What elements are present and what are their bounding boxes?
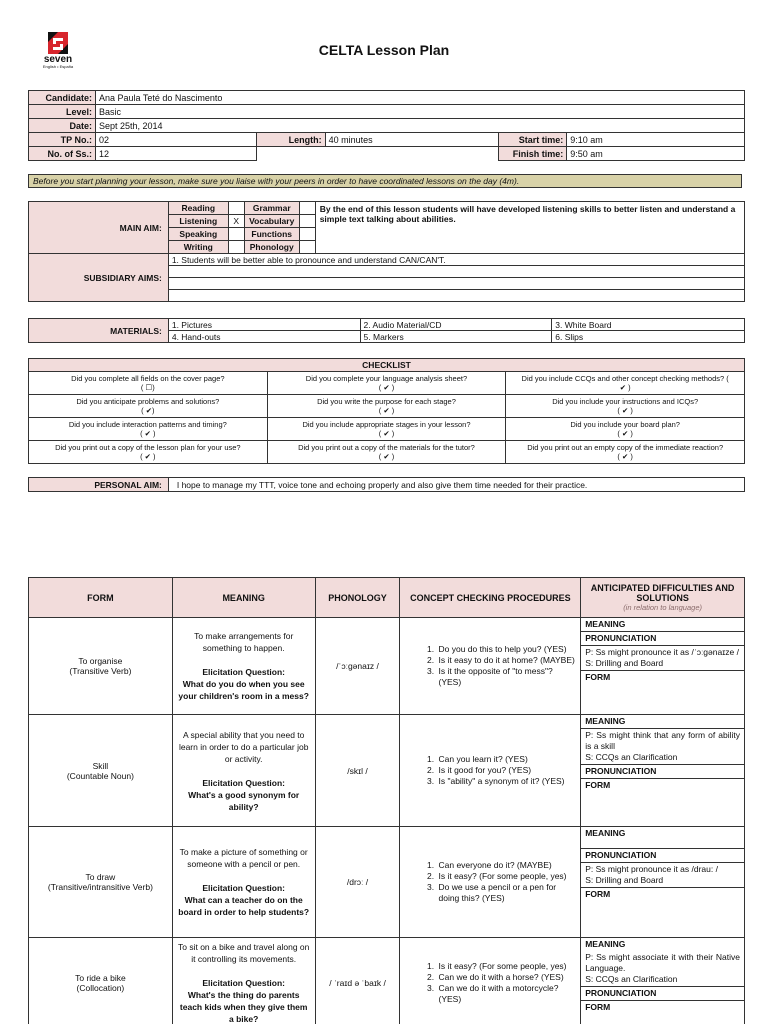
ad-text-block [581, 951, 744, 986]
checklist-question: Did you print out a copy of the lesson plan for your use? [55, 443, 241, 452]
candidate-label: Candidate: [29, 91, 96, 105]
form-header: FORM [29, 578, 173, 618]
checklist-question: Did you complete all fields on the cover page? [71, 374, 225, 383]
ad-heading: FORM [585, 780, 611, 790]
checklist-item [29, 418, 268, 441]
date-label: Date: [29, 119, 96, 133]
checklist-mark: ( ✔ ) [378, 406, 395, 415]
ad-problem: P: Ss might associate it with their Native Language. [585, 952, 740, 973]
main-aim-label: MAIN AIM: [29, 202, 169, 254]
ad-heading: FORM [581, 887, 744, 901]
checklist-question: Did you include interaction patterns and timing? [68, 420, 227, 429]
tp-label: TP No.: [29, 133, 96, 147]
skill-mark: X [228, 215, 244, 228]
form-type: (Transitive/intransitive Verb) [47, 882, 153, 892]
skill-grammar: Grammar [244, 202, 299, 215]
ad-heading: PRONUNCIATION [581, 849, 744, 863]
main-aim-text: By the end of this lesson students will have developed listening skills to better listen and understand a simple text talking about abilities. [315, 202, 744, 254]
skill-mark [299, 241, 315, 254]
meaning-cell [172, 715, 315, 827]
eq-label: Elicitation Question: [202, 883, 286, 893]
subsidiary-aim-line: 1. Students will be better able to pronounce and understand CAN/CAN'T. [168, 254, 744, 266]
checklist-mark: ( ✔ ) [378, 383, 395, 392]
checklist-question: Did you include appropriate stages in your lesson? [302, 420, 471, 429]
ad-problem: P: Ss might pronounce it as /ˈɔːgənaɪze / [585, 647, 739, 657]
ad-heading: PRONUNCIATION [581, 764, 744, 779]
checklist-question: Did you complete your language analysis sheet? [305, 374, 468, 383]
meaning-text: A special ability that you need to learn in order to do a particular job or activity. [178, 729, 309, 764]
checklist-item [506, 418, 745, 441]
checklist-mark: ( ✔ ) [140, 429, 156, 438]
length-value: 40 minutes [325, 133, 499, 147]
liaise-note: Before you start planning your lesson, make sure you liaise with your peers in order to have coordinated lessons on the day (4m). [28, 174, 742, 188]
ad-heading: MEANING [581, 715, 744, 729]
skill-mark [299, 202, 315, 215]
difficulties-header-subtitle: (in relation to language) [623, 603, 702, 612]
date-value: Sept 25th, 2014 [95, 119, 744, 133]
checklist-question: Did you print out a copy of the materials for the tutor? [298, 443, 475, 452]
eq-label: Elicitation Question: [202, 667, 286, 677]
skill-mark [299, 228, 315, 241]
checklist-mark: ( ✔ ) [617, 429, 633, 438]
ad-problem: P: Ss might think that any form of ability is a skill [585, 730, 740, 751]
form-cell [29, 827, 173, 938]
difficulties-header-title: ANTICIPATED DIFFICULTIES AND SOLUTIONS [590, 583, 735, 603]
eq-label: Elicitation Question: [202, 777, 286, 788]
ccq-item: 1. Can everyone do it? (MAYBE) [436, 860, 576, 871]
ad-heading: MEANING [581, 618, 744, 632]
checklist-item [267, 372, 506, 395]
candidate-table [28, 90, 745, 161]
form-cell [29, 618, 173, 715]
ad-heading: FORM [585, 1002, 611, 1012]
meaning-cell [172, 827, 315, 938]
checklist-item [267, 395, 506, 418]
logo-text: seven [43, 54, 73, 65]
material-item: 5. Markers [360, 331, 552, 343]
ad-solution: S: Drilling and Board [585, 658, 664, 668]
table-row [29, 938, 745, 1024]
skill-mark [228, 228, 244, 241]
meaning-text: To make a picture of something or someone with a pencil or pen. [179, 847, 308, 869]
ad-heading: FORM [581, 670, 744, 684]
skill-listening: Listening [168, 215, 228, 228]
skill-mark [228, 241, 244, 254]
ccq-item: 2. Is it easy to do it at home? (MAYBE) [436, 655, 576, 666]
meaning-cell [172, 938, 315, 1024]
skill-phonology: Phonology [244, 241, 299, 254]
aims-table [28, 201, 745, 302]
skill-mark [299, 215, 315, 228]
checklist-mark: ✔ ) [619, 383, 631, 392]
ccp-cell [400, 938, 581, 1024]
ad-heading: PRONUNCIATION [581, 986, 744, 1001]
material-item: 4. Hand-outs [168, 331, 360, 343]
ccq-item: 3. Do we use a pencil or a pen for doing this? (YES) [436, 882, 576, 904]
ccq-item: 2. Can we do it with a horse? (YES) [436, 972, 576, 983]
ad-heading: PRONUNCIATION [581, 632, 744, 646]
finish-time-value: 9:50 am [567, 147, 745, 161]
checklist-question: Did you include your instructions and ICQs? [552, 397, 699, 406]
checklist-question: Did you include your board plan? [570, 420, 680, 429]
checklist-item [29, 372, 268, 395]
personal-aim-label: PERSONAL AIM: [29, 478, 169, 492]
checklist-item [29, 441, 268, 464]
tp-value: 02 [95, 133, 256, 147]
page-title: CELTA Lesson Plan [318, 42, 450, 58]
phonology-cell: /skɪl / [315, 715, 400, 827]
checklist-item [267, 441, 506, 464]
phonology-cell: / ˈraɪd ə ˈbaɪk / [315, 938, 400, 1024]
table-row [29, 715, 745, 827]
materials-table [28, 318, 745, 343]
phonology-cell: /ˈɔːgənaɪz / [315, 618, 400, 715]
subsidiary-aim-line [168, 290, 744, 302]
ad-problem: P: Ss might pronounce it as /drau: / [585, 864, 718, 874]
table-row [29, 618, 745, 715]
checklist-item [29, 395, 268, 418]
checklist-table [28, 358, 745, 464]
ccq-item: 3. Can we do it with a motorcycle? (YES) [436, 983, 576, 1005]
spacer-cell [256, 147, 325, 161]
eq-label: Elicitation Question: [202, 977, 286, 988]
meaning-header: MEANING [172, 578, 315, 618]
checklist-mark: ( ✔ ) [140, 452, 156, 461]
difficulties-header [581, 578, 745, 618]
checklist-question: Did you include CCQs and other concept checking methods? ( [521, 374, 729, 383]
checklist-mark: ( ✔ ) [617, 452, 633, 461]
material-item: 3. White Board [552, 319, 745, 331]
form-word: To draw [85, 872, 116, 882]
phonology-cell: /drɔː / [315, 827, 400, 938]
ccp-cell [400, 715, 581, 827]
form-type: (Collocation) [76, 982, 125, 993]
form-word: To organise [78, 656, 123, 666]
length-label: Length: [256, 133, 325, 147]
ccp-cell [400, 618, 581, 715]
ad-solution: S: Drilling and Board [585, 875, 664, 885]
ad-text-block [581, 646, 744, 670]
ad-solution: S: CCQs an Clarification [585, 752, 678, 762]
checklist-mark: ( ☐) [140, 383, 155, 392]
ad-heading: MEANING [581, 827, 744, 849]
checklist-item [506, 395, 745, 418]
difficulties-cell [581, 618, 745, 715]
difficulties-cell [581, 715, 745, 827]
skill-functions: Functions [244, 228, 299, 241]
checklist-mark: ( ✔ ) [378, 452, 395, 461]
ccp-header: CONCEPT CHECKING PROCEDURES [400, 578, 581, 618]
language-analysis-table [28, 577, 745, 1024]
materials-label: MATERIALS: [29, 319, 169, 343]
form-word: Skill [92, 760, 109, 771]
form-type: (Countable Noun) [66, 770, 134, 781]
ad-heading: MEANING [585, 939, 626, 949]
meaning-text: To sit on a bike and travel along on it controlling its movements. [178, 941, 310, 964]
checklist-mark: ( ✔ ) [617, 406, 633, 415]
skill-reading: Reading [168, 202, 228, 215]
material-item: 1. Pictures [168, 319, 360, 331]
ccp-cell [400, 827, 581, 938]
ccq-item: 3. Is it the opposite of "to mess"? (YES) [436, 666, 576, 688]
eq-text: What's a good synonym for ability? [188, 789, 300, 812]
meaning-cell [172, 618, 315, 715]
finish-time-label: Finish time: [499, 147, 567, 161]
start-time-label: Start time: [499, 133, 567, 147]
form-cell [29, 715, 173, 827]
material-item: 6. Slips [552, 331, 745, 343]
ccq-item: 1. Do you do this to help you? (YES) [436, 644, 576, 655]
table-row [29, 827, 745, 938]
meaning-text: To make arrangements for something to happen. [194, 631, 294, 653]
ad-text-block [581, 729, 744, 764]
ccq-item: 3. Is "ability" a synonym of it? (YES) [436, 776, 576, 787]
checklist-title: CHECKLIST [29, 359, 745, 372]
personal-aim-table [28, 477, 745, 492]
checklist-item [267, 418, 506, 441]
form-word: To ride a bike [75, 972, 126, 983]
material-item: 2. Audio Material/CD [360, 319, 552, 331]
checklist-item [506, 372, 745, 395]
skill-speaking: Speaking [168, 228, 228, 241]
start-time-value: 9:10 am [567, 133, 745, 147]
eq-text: What's the thing do parents teach kids when they give them a bike? [179, 989, 308, 1024]
skill-mark [228, 202, 244, 215]
skill-vocabulary: Vocabulary [244, 215, 299, 228]
form-type: (Transitive Verb) [69, 666, 132, 676]
skill-writing: Writing [168, 241, 228, 254]
ccq-item: 2. Is it easy? (For some people, yes) [436, 871, 576, 882]
level-label: Level: [29, 105, 96, 119]
phonology-header: PHONOLOGY [315, 578, 400, 618]
spacer-cell [325, 147, 499, 161]
checklist-mark: ( ✔ ) [378, 429, 395, 438]
difficulties-cell [581, 938, 745, 1024]
checklist-mark: ( ✔) [141, 406, 155, 415]
checklist-question: Did you anticipate problems and solutions? [76, 397, 220, 406]
eq-text: What do you do when you see your children's room in a mess? [178, 679, 309, 701]
level-value: Basic [95, 105, 744, 119]
ad-text-block [581, 863, 744, 887]
logo-subtext: English • España [42, 64, 74, 69]
subsidiary-aim-line [168, 278, 744, 290]
eq-text: What can a teacher do on the board in order to help students? [178, 895, 310, 917]
ccq-item: 2. Is it good for you? (YES) [436, 765, 576, 776]
subsidiary-aim-line [168, 266, 744, 278]
candidate-value: Ana Paula Teté do Nascimento [95, 91, 744, 105]
form-cell [29, 938, 173, 1024]
ss-value: 12 [95, 147, 256, 161]
ad-solution: S: CCQs an Clarification [585, 974, 678, 984]
checklist-item [506, 441, 745, 464]
personal-aim-text: I hope to manage my TTT, voice tone and echoing properly and also give them time needed for their practice. [168, 478, 744, 492]
difficulties-cell [581, 827, 745, 938]
subsidiary-aims-label: SUBSIDIARY AIMS: [29, 254, 169, 302]
ccq-item: 1. Is it easy? (For some people, yes) [436, 961, 576, 972]
checklist-question: Did you write the purpose for each stage? [317, 397, 456, 406]
ccq-item: 1. Can you learn it? (YES) [436, 754, 576, 765]
checklist-question: Did you print out an empty copy of the immediate reaction? [527, 443, 724, 452]
ss-label: No. of Ss.: [29, 147, 96, 161]
